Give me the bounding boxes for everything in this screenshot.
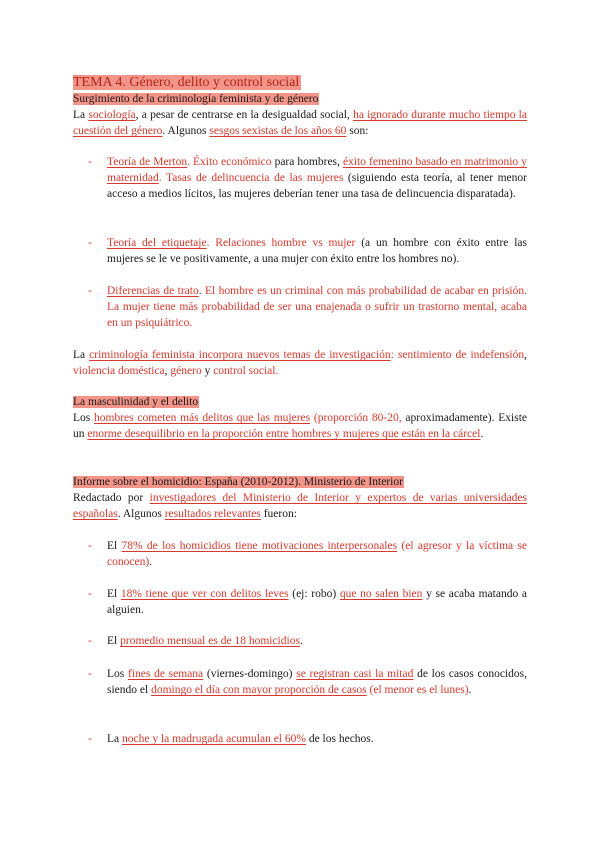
list-item-text (90, 731, 527, 747)
list-item-text (90, 235, 527, 267)
text-run: El (107, 588, 121, 600)
page-title: TEMA 4. Género, delito y control social (73, 75, 300, 90)
text-run: . Algunos (162, 125, 210, 137)
red-text: control social. (213, 365, 279, 377)
red-text: (el menor es el lunes) (366, 684, 469, 696)
red-text: (el agresor y la víctima se conocen) (107, 540, 527, 568)
text-run: La (73, 349, 90, 361)
section-heading-homicide-report: Informe sobre el homicidio: España (2010-2012). Ministerio de Interior (73, 476, 403, 488)
section-heading-masculinity: La masculinidad y el delito (73, 396, 199, 408)
text-run: (ej: robo) (288, 588, 340, 600)
underlined-term: que no salen bien (339, 588, 423, 600)
text-run: aproximadamente). Existe un (73, 412, 527, 440)
list-item-interpersonal (90, 538, 527, 570)
red-text: . Éxito económico (187, 156, 275, 168)
underlined-term: domingo el día con mayor proporción de casos (151, 684, 367, 696)
red-text: (proporción 80-20, (310, 412, 402, 424)
list-item-merton (90, 154, 527, 202)
text-run: . Algunos (117, 508, 165, 520)
underlined-term: sociología (88, 109, 136, 121)
list-item-minor-crimes (90, 586, 527, 618)
list-item-text (90, 666, 527, 698)
text-run: . (299, 635, 303, 647)
underlined-term: 78% de los homicidios tiene motivaciones interpersonales (121, 540, 398, 552)
underlined-term: sesgos sexistas de los años 60 (209, 125, 347, 137)
text-run: La (107, 733, 123, 745)
section3-intro-paragraph (73, 490, 527, 522)
text-run: Los (107, 668, 128, 680)
text-run: , (524, 349, 527, 361)
text-run: . (468, 684, 472, 696)
red-text: El hombre es un criminal con más probabilidad de acabar en prisión. La mujer tiene más probabilidad de ser una enajenada o sufrir un trastorno mental, acaba en un psiquiátrico. (107, 285, 527, 329)
list-item-labeling (90, 235, 527, 267)
red-text: género (170, 365, 202, 377)
underlined-term: Teoría de Merton (107, 156, 188, 168)
underlined-term: criminología feminista incorpora nuevos temas de investigación (89, 349, 391, 361)
text-run: El (107, 635, 121, 647)
underlined-term: Diferencias de trato (107, 285, 199, 297)
list-item-text (90, 154, 527, 202)
section-heading-feminist-criminology: Surgimiento de la criminología feminista y de género (73, 93, 319, 105)
page-title-row (73, 74, 527, 91)
text-run: (a un hombre con éxito entre las mujeres se le ve positivamente, a una mujer con éxito entre los hombres no). (107, 237, 528, 265)
list-item-treatment (90, 283, 527, 331)
text-run: de los hechos. (305, 733, 374, 745)
section-heading-3-row (73, 474, 527, 490)
text-run: fueron: (260, 508, 297, 520)
text-run: La (73, 109, 89, 121)
list-item-text (90, 586, 527, 618)
underlined-term: éxito femenino basado en matrimonio y maternidad (107, 156, 527, 184)
underlined-term: fines de semana (128, 668, 204, 680)
underlined-term: 18% tiene que ver con delitos leves (120, 588, 289, 600)
list-item-night (90, 731, 527, 747)
text-run: . (149, 556, 153, 568)
red-text: . Relaciones hombre vs mujer (206, 237, 356, 249)
text-run: de los casos conocidos, siendo el (107, 668, 527, 696)
list-item-weekends (90, 666, 527, 698)
list-dash: - (88, 285, 92, 297)
text-run: . (198, 285, 206, 297)
list-dash: - (88, 156, 92, 168)
list-dash: - (88, 733, 92, 745)
text-run: (siguiendo esta teoría, al tener menor acceso a medios lícitos, las mujeres deberían tener una tasa de delincuencia disparatada). (107, 172, 527, 200)
text-run: , (164, 365, 171, 377)
list-dash: - (88, 668, 92, 680)
underlined-term: enorme desequilibrio en la proporción entre hombres y mujeres que están en la cárcel (87, 428, 481, 440)
text-run: , a pesar de centrarse en la desigualdad social, (135, 109, 354, 121)
underlined-term: resultados relevantes (164, 508, 261, 520)
red-text: : sentimiento de indefensión (390, 349, 525, 361)
text-run: Redactado por (73, 492, 150, 504)
text-run: y (201, 365, 214, 377)
list-item-text (90, 633, 527, 649)
list-item-text (90, 283, 527, 331)
text-run: (viernes-domingo) (203, 668, 297, 680)
underlined-term: Teoría del etiquetaje (107, 237, 207, 249)
text-run: . (480, 428, 484, 440)
list-dash: - (88, 588, 92, 600)
list-item-monthly-average (90, 633, 527, 649)
list-dash: - (88, 540, 92, 552)
section1-closing-paragraph (73, 347, 527, 379)
text-run: y se acaba matando a alguien. (107, 588, 527, 616)
text-run: para hombres, (274, 156, 343, 168)
underlined-term: hombres cometen más delitos que las mujeres (94, 412, 311, 424)
red-text: . Tasas de delincuencia de las mujeres (158, 172, 344, 184)
underlined-term: se registran casi la mitad (296, 668, 414, 680)
section1-intro-paragraph (73, 107, 527, 139)
underlined-term: ha ignorado durante mucho tiempo la cuestión del género (73, 109, 527, 137)
list-item-text (90, 538, 527, 570)
section-heading-1-row (73, 91, 527, 107)
underlined-term: investigadores del Ministerio de Interior y expertos de varias universidades españolas (73, 492, 527, 520)
text-run: son: (346, 125, 369, 137)
text-run: Los (73, 412, 95, 424)
list-dash: - (88, 635, 92, 647)
section-heading-2-row (73, 394, 527, 410)
section2-paragraph (73, 410, 527, 442)
red-text: violencia doméstica (73, 365, 165, 377)
text-run: El (107, 540, 122, 552)
underlined-term: promedio mensual es de 18 homicidios (120, 635, 300, 647)
underlined-term: noche y la madrugada acumulan el 60% (122, 733, 306, 745)
list-dash: - (88, 237, 92, 249)
